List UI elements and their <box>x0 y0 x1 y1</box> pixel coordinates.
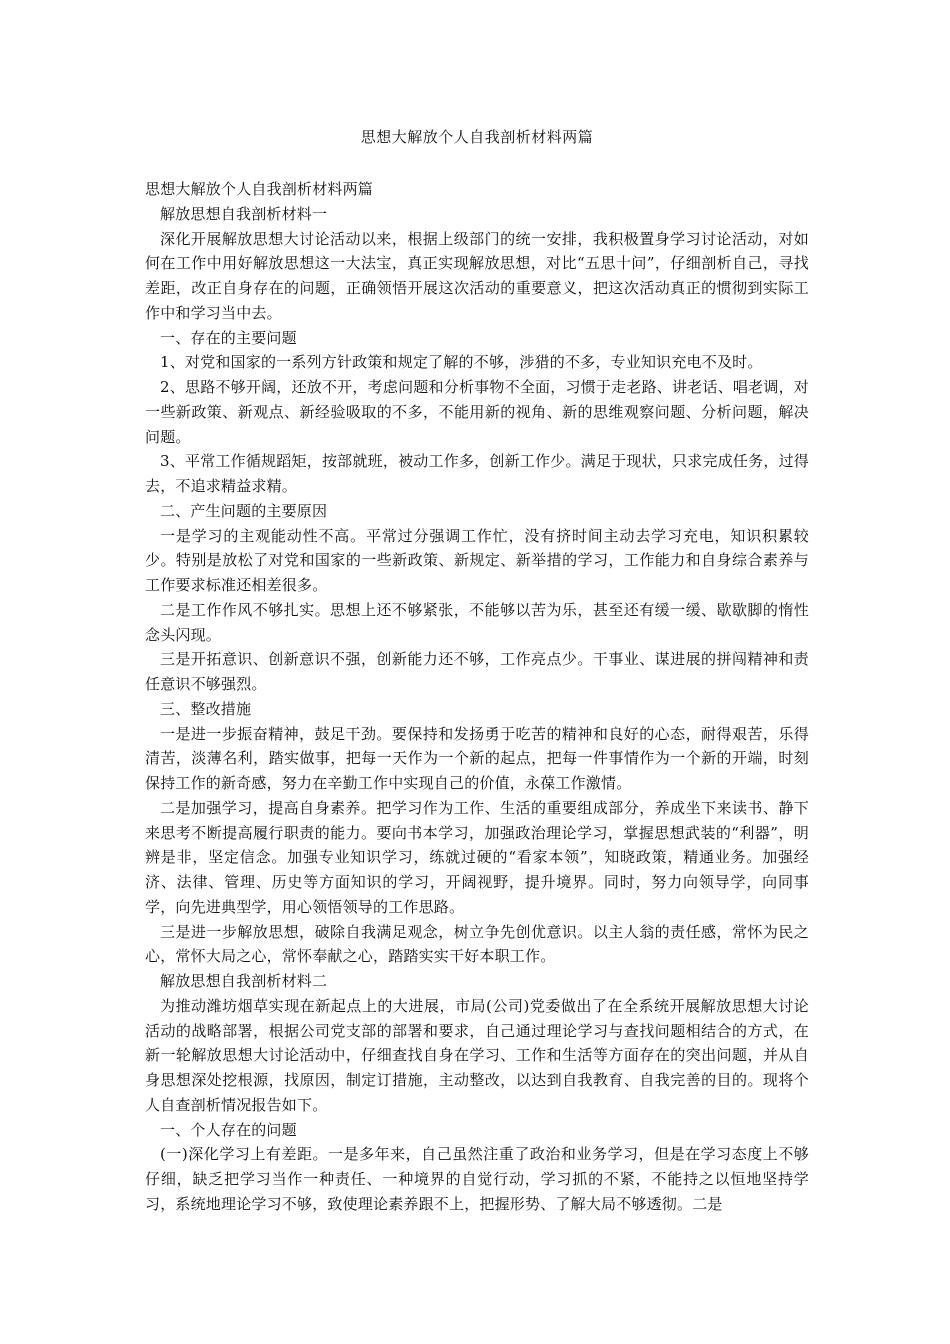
paragraph: 1、对党和国家的一系列方针政策和规定了解的不够，涉猎的不多，专业知识充电不及时。 <box>160 353 763 372</box>
paragraph: 三是进一步解放思想，破除自我满足观念，树立争先创优意识。以主人翁的责任感，常怀为民之心，常怀大局之心，常怀奉献之心，踏踏实实干好本职工作。 <box>145 922 809 966</box>
paragraph: 二是工作作风不够扎实。思想上还不够紧张，不能够以苦为乐，甚至还有缓一缓、歇歇脚的惰性念头闪现。 <box>145 600 809 644</box>
paragraph: 一是进一步振奋精神，鼓足干劲。要保持和发扬勇于吃苦的精神和良好的心态，耐得艰苦，乐得清苦，淡薄名利，踏实做事，把每一天作为一个新的起点，把每一件事情作为一个新的开端，时刻保持工作的新奇感，努力在辛勤工作中实现自己的价值，永葆工作激情。 <box>145 724 809 792</box>
paragraph: 二是加强学习，提高自身素养。把学习作为工作、生活的重要组成部分，养成坐下来读书、静下来思考不断提高履行职责的能力。要向书本学习，加强政治理论学习，掌握思想武装的“利器”，明辨是非，坚定信念。加强专业知识学习，练就过硬的“看家本领”，知晓政策，精通业务。加强经济、法律、管理、历史等方面知识的学习，开阔视野，提升境界。同时，努力向领导学，向同事学，向先进典型学，用心领悟领导的工作思路。 <box>145 798 809 916</box>
paragraph: 二、产生问题的主要原因 <box>160 501 328 520</box>
paragraph: 解放思想自我剖析材料一 <box>160 204 328 223</box>
paragraph: (一)深化学习上有差距。一是多年来，自己虽然注重了政治和业务学习，但是在学习态度上不够仔细，缺乏把学习当作一种责任、一种境界的自觉行动，学习抓的不紧，不能持之以恒地坚持学习，系统地理论学习不够，致使理论素养跟不上，把握形势、了解大局不够透彻。二是 <box>145 1145 809 1213</box>
paragraph: 思想大解放个人自我剖析材料两篇 <box>145 180 374 198</box>
paragraph: 2、思路不够开阔，还放不开，考虑问题和分析事物不全面，习惯于走老路、讲老话、唱老调，对一些新政策、新观点、新经验吸取的不多，不能用新的视角、新的思维观察问题、分析问题，解决问题。 <box>145 378 809 446</box>
paragraph: 一、存在的主要问题 <box>160 328 297 347</box>
paragraph: 一、个人存在的问题 <box>160 1120 297 1139</box>
paragraph: 3、平常工作循规蹈矩，按部就班，被动工作多，创新工作少。满足于现状，只求完成任务，过得去，不追求精益求精。 <box>145 452 809 495</box>
document-title: 思想大解放个人自我剖析材料两篇 <box>360 128 594 146</box>
paragraph: 解放思想自我剖析材料二 <box>160 972 328 990</box>
document-body <box>145 177 809 1217</box>
paragraph: 一是学习的主观能动性不高。平常过分强调工作忙，没有挤时间主动去学习充电，知识积累较少。特别是放松了对党和国家的一些新政策、新规定、新举措的学习，工作能力和自身综合素养与工作要求标准还相差很多。 <box>145 526 809 594</box>
paragraph: 深化开展解放思想大讨论活动以来，根据上级部门的统一安排，我积极置身学习讨论活动，对如何在工作中用好解放思想这一大法宝，真正实现解放思想，对比“五思十问”，仔细剖析自己，寻找差距，改正自身存在的问题，正确领悟开展这次活动的重要意义，把这次活动真正的惯彻到实际工作中和学习当中去。 <box>145 229 809 322</box>
paragraph: 为推动潍坊烟草实现在新起点上的大进展，市局(公司)党委做出了在全系统开展解放思想大讨论活动的战略部署，根据公司党支部的部署和要求，自己通过理论学习与查找问题相结合的方式，在新一轮解放思想大讨论活动中，仔细查找自身在学习、工作和生活等方面存在的突出问题，并从自身思想深处挖根源，找原因，制定订措施，主动整改，以达到自我教育、自我完善的目的。现将个人自查剖析情况报告如下。 <box>145 996 809 1114</box>
paragraph: 三、整改措施 <box>160 699 252 718</box>
paragraph: 三是开拓意识、创新意识不强，创新能力还不够，工作亮点少。干事业、谋进展的拼闯精神和责任意识不够强烈。 <box>145 650 809 693</box>
